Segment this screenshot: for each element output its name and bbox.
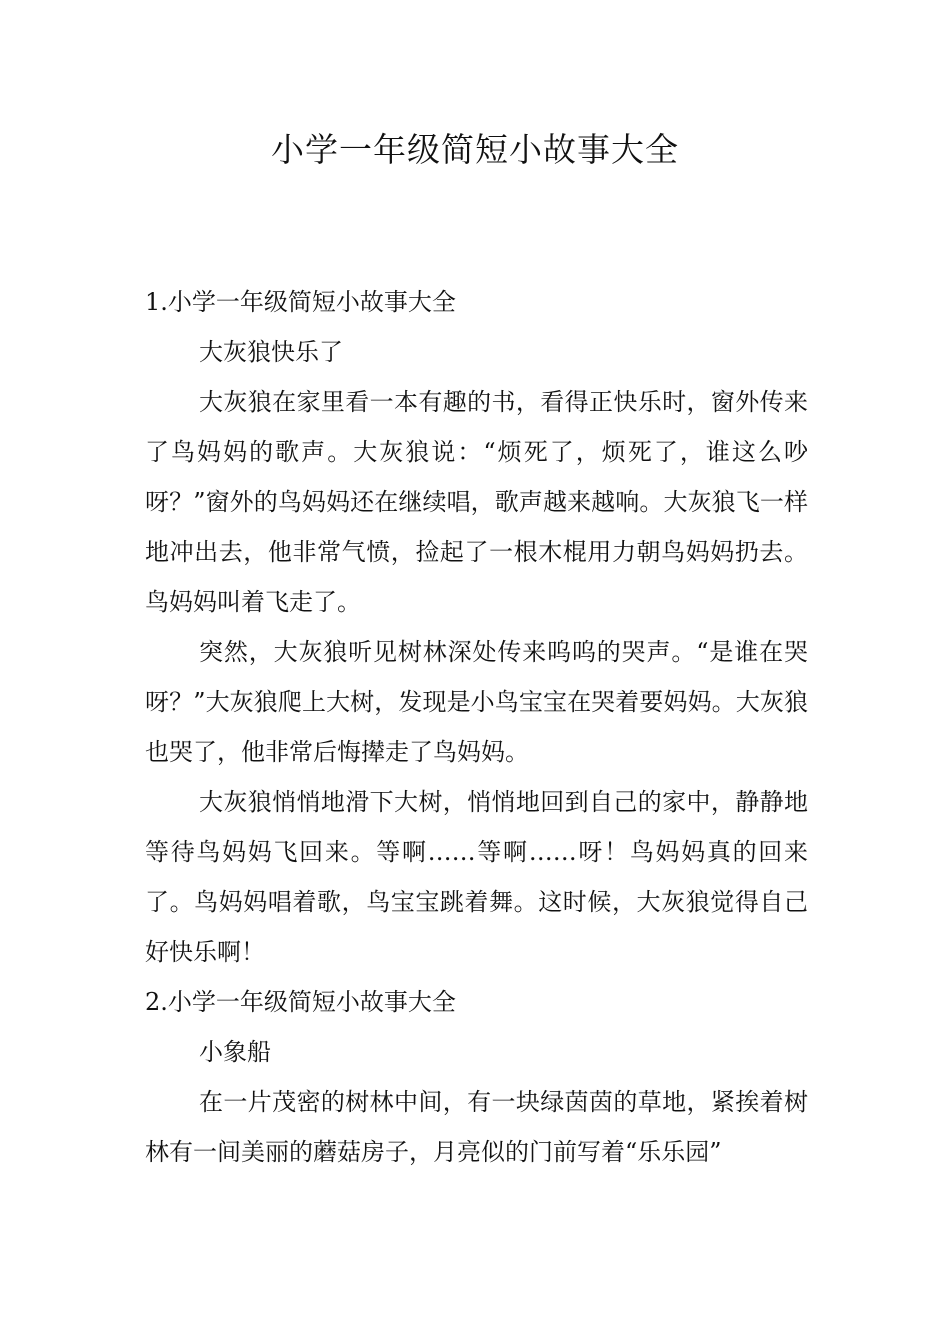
section-heading-1: 1.小学一年级简短小故事大全	[145, 288, 456, 316]
story-title-2: 小象船	[199, 1038, 271, 1066]
story-paragraph: 在一片茂密的树林中间，有一块绿茵茵的草地，紧挨着树林有一间美丽的蘑菇房子，月亮似的门前写着“乐乐园”	[145, 1088, 808, 1166]
story-paragraph: 大灰狼在家里看一本有趣的书，看得正快乐时，窗外传来了鸟妈妈的歌声。大灰狼说：“烦死了，烦死了，谁这么吵呀？”窗外的鸟妈妈还在继续唱，歌声越来越响。大灰狼飞一样地冲出去，他非常气愤，捡起了一根木棍用力朝鸟妈妈扔去。鸟妈妈叫着飞走了。	[145, 388, 808, 616]
story-title-1: 大灰狼快乐了	[199, 338, 343, 366]
section-heading-2: 2.小学一年级简短小故事大全	[145, 988, 456, 1016]
document-title: 小学一年级简短小故事大全	[271, 130, 679, 169]
story-paragraph: 大灰狼悄悄地滑下大树，悄悄地回到自己的家中，静静地等待鸟妈妈飞回来。等啊……等啊……呀！鸟妈妈真的回来了。鸟妈妈唱着歌，鸟宝宝跳着舞。这时候，大灰狼觉得自己好快乐啊！	[145, 788, 808, 966]
story-paragraph: 突然，大灰狼听见树林深处传来呜呜的哭声。“是谁在哭呀？”大灰狼爬上大树，发现是小鸟宝宝在哭着要妈妈。大灰狼也哭了，他非常后悔撵走了鸟妈妈。	[145, 638, 808, 766]
document-body	[145, 277, 808, 1177]
